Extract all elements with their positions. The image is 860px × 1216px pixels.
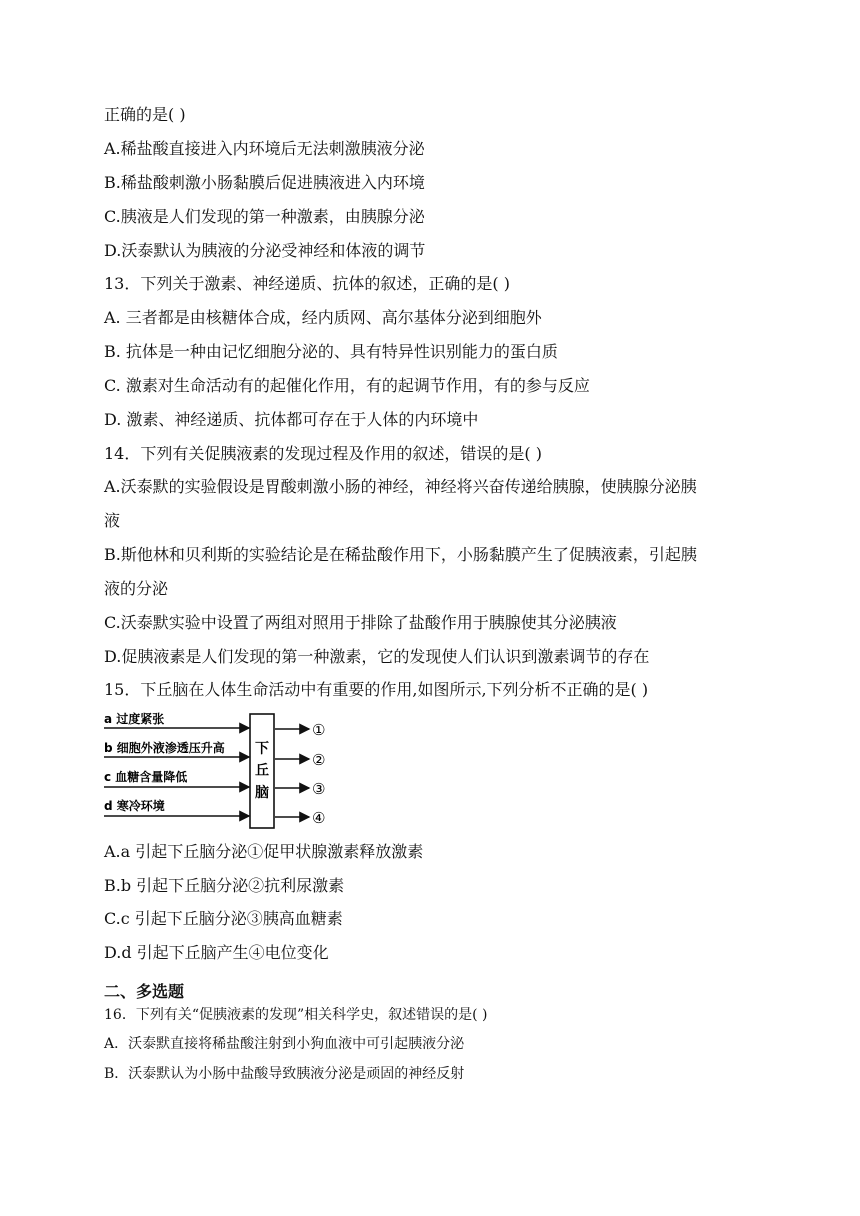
question-stem: 14．下列有关促胰液素的发现过程及作用的叙述，错误的是( ): [104, 444, 542, 463]
option-a: A. 三者都是由核糖体合成，经内质网、高尔基体分泌到细胞外: [104, 308, 542, 327]
question-stem-tail: 正确的是( ): [104, 105, 186, 124]
question-stem: 13．下列关于激素、神经递质、抗体的叙述，正确的是( ): [104, 274, 510, 293]
option-c: C.c 引起下丘脑分泌③胰高血糖素: [104, 909, 343, 928]
output-label-2: ②: [312, 751, 326, 769]
box-char: 下: [255, 741, 269, 757]
option-d: D.促胰液素是人们发现的第一种激素，它的发现使人们认识到激素调节的存在: [104, 647, 650, 666]
output-label-3: ③: [312, 780, 326, 798]
option-b: B. 抗体是一种由记忆细胞分泌的、具有特异性识别能力的蛋白质: [104, 342, 558, 361]
option-c: C.胰液是人们发现的第一种激素，由胰腺分泌: [104, 207, 425, 226]
input-label-b: b 细胞外液渗透压升高: [104, 741, 225, 755]
hypothalamus-diagram: [104, 708, 334, 832]
option-c: C.沃泰默实验中设置了两组对照用于排除了盐酸作用于胰腺使其分泌胰液: [104, 613, 617, 632]
option-b-wrap: 液的分泌: [104, 579, 169, 598]
option-b: B.稀盐酸刺激小肠黏膜后促进胰液进入内环境: [104, 173, 425, 192]
output-label-4: ④: [312, 809, 326, 827]
box-char: 脑: [255, 785, 269, 801]
option-b: B.斯他林和贝利斯的实验结论是在稀盐酸作用下，小肠黏膜产生了促胰液素，引起胰: [104, 545, 697, 564]
option-a: A.a 引起下丘脑分泌①促甲状腺激素释放激素: [104, 842, 424, 861]
option-b: B．沃泰默认为小肠中盐酸导致胰液分泌是顽固的神经反射: [104, 1066, 465, 1082]
option-b: B.b 引起下丘脑分泌②抗利尿激素: [104, 876, 345, 895]
question-stem: 16．下列有关“促胰液素的发现”相关科学史，叙述错误的是( ): [104, 1007, 488, 1023]
option-a-wrap: 液: [104, 511, 121, 530]
input-label-c: c 血糖含量降低: [104, 770, 188, 784]
option-a: A.沃泰默的实验假设是胃酸刺激小肠的神经，神经将兴奋传递给胰腺，使胰腺分泌胰: [104, 477, 697, 496]
question-stem: 15．下丘脑在人体生命活动中有重要的作用,如图所示,下列分析不正确的是( ): [104, 680, 649, 699]
input-label-d: d 寒冷环境: [104, 799, 165, 813]
box-char: 丘: [255, 763, 269, 779]
option-d: D. 激素、神经递质、抗体都可存在于人体的内环境中: [104, 410, 479, 429]
option-a: A.稀盐酸直接进入内环境后无法刺激胰液分泌: [104, 139, 425, 158]
option-d: D.沃泰默认为胰液的分泌受神经和体液的调节: [104, 241, 426, 260]
option-a: A．沃泰默直接将稀盐酸注射到小狗血液中可引起胰液分泌: [104, 1036, 465, 1052]
option-d: D.d 引起下丘脑产生④电位变化: [104, 943, 329, 962]
section-heading: 二、多选题: [104, 982, 185, 1001]
input-label-a: a 过度紧张: [104, 712, 165, 726]
option-c: C. 激素对生命活动有的起催化作用，有的起调节作用，有的参与反应: [104, 376, 590, 395]
output-label-1: ①: [312, 721, 326, 739]
